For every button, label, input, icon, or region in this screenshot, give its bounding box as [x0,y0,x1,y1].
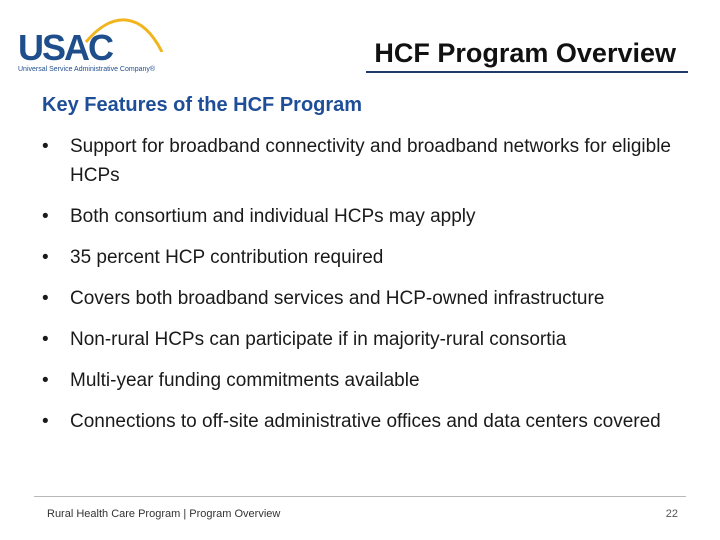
slide-title: HCF Program Overview [374,38,676,68]
footer-text: Rural Health Care Program | Program Overview [47,508,281,520]
bullet-item: • Connections to off-site administrative offices and data centers covered [42,407,692,436]
bullet-item: • Support for broadband connectivity and broadband networks for eligible HCPs [42,132,692,190]
title-underline [366,71,688,73]
logo-tagline: Universal Service Administrative Company® [18,66,156,73]
logo-wordmark: USAC [18,27,113,68]
footer-divider [34,496,686,497]
slide-subtitle: Key Features of the HCF Program [42,94,363,116]
bullet-item: • Multi-year funding commitments available [42,366,692,395]
bullet-list [42,132,692,448]
usac-logo [16,12,166,74]
bullet-item: • 35 percent HCP contribution required [42,243,692,272]
bullet-item: • Non-rural HCPs can participate if in majority-rural consortia [42,325,692,354]
bullet-item: • Covers both broadband services and HCP-owned infrastructure [42,284,692,313]
bullet-item: • Both consortium and individual HCPs may apply [42,202,692,231]
page-number: 22 [665,508,678,520]
